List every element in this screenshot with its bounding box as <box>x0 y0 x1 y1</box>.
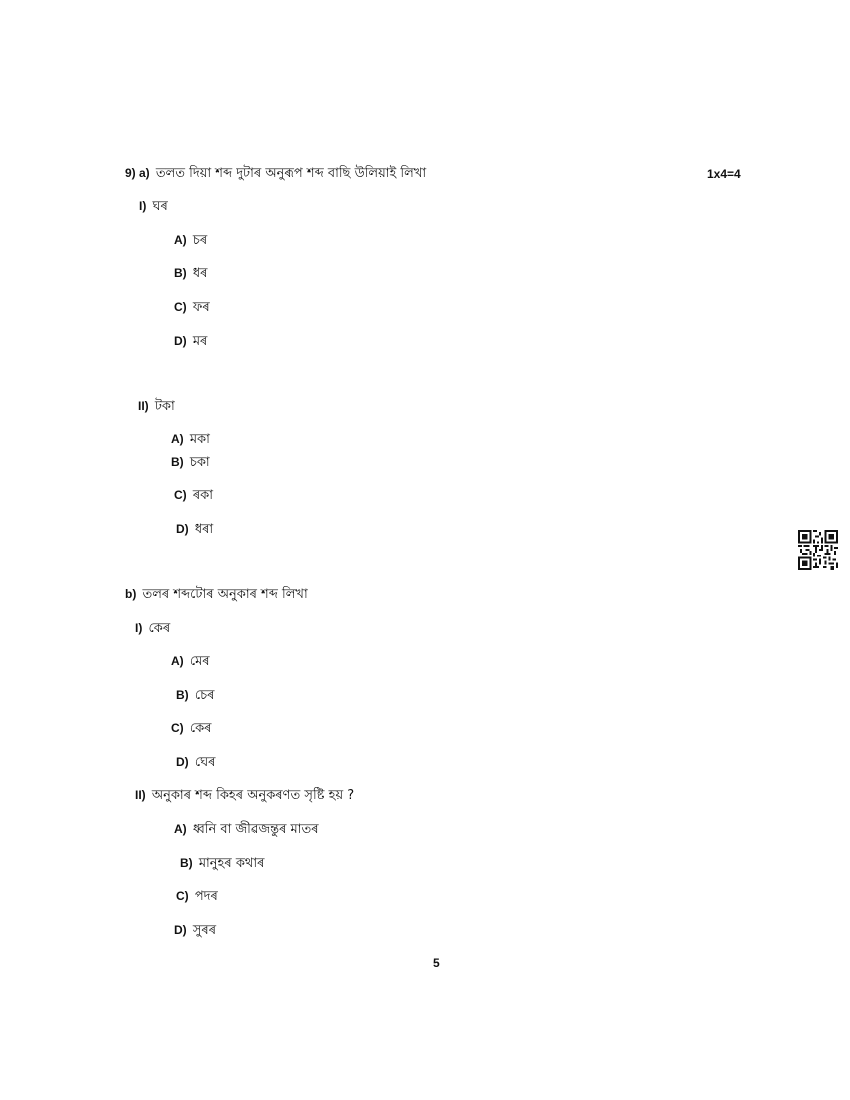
option-item: A) ধ্বনি বা জীৱজন্তুৰ মাতৰ <box>174 822 319 837</box>
option-item: D) ধৰা <box>176 522 214 537</box>
subquestion-word: টকা <box>154 399 175 414</box>
marks-allocation: 1x4=4 <box>707 167 741 181</box>
question-label: b) <box>125 587 137 601</box>
option-item: D) মৰ <box>174 334 208 349</box>
option-item: B) মানুহৰ কথাৰ <box>180 856 265 871</box>
option-item: A) মকা <box>171 432 210 447</box>
option-item: C) ৰকা <box>174 488 213 503</box>
subquestion-header: II) টকা <box>138 399 175 414</box>
subquestion-text: অনুকাৰ শব্দ কিহৰ অনুকৰণত সৃষ্টি হয় ? <box>151 788 355 803</box>
option-item: A) মেৰ <box>171 654 210 669</box>
option-item: C) ফৰ <box>174 300 210 315</box>
question-9b <box>125 586 308 603</box>
qr-code-icon <box>798 530 838 570</box>
option-item: B) চেৰ <box>176 688 215 703</box>
option-item: D) সুৰৰ <box>174 923 217 938</box>
question-9a <box>125 165 426 182</box>
subquestion-header: I) কেৰ <box>135 621 171 636</box>
option-item: A) চৰ <box>174 233 208 248</box>
question-text: তলত দিয়া শব্দ দুটাৰ অনুৰূপ শব্দ বাছি উলিয়াই লিখা <box>155 166 427 181</box>
subquestion-header: I) ঘৰ <box>139 199 168 214</box>
option-item: D) ঘেৰ <box>176 755 216 770</box>
question-label: 9) a) <box>125 166 150 180</box>
question-text: তলৰ শব্দটোৰ অনুকাৰ শব্দ লিখা <box>142 587 308 602</box>
subquestion-header: II) অনুকাৰ শব্দ কিহৰ অনুকৰণত সৃষ্টি হয় ? <box>135 788 355 803</box>
option-item: C) পদৰ <box>176 889 218 904</box>
subquestion-word: ঘৰ <box>152 199 168 214</box>
subquestion-word: কেৰ <box>148 621 171 636</box>
page-number: 5 <box>433 956 440 970</box>
option-item: B) চকা <box>171 455 210 470</box>
option-item: B) ধৰ <box>174 266 208 281</box>
option-item: C) কেৰ <box>171 721 212 736</box>
